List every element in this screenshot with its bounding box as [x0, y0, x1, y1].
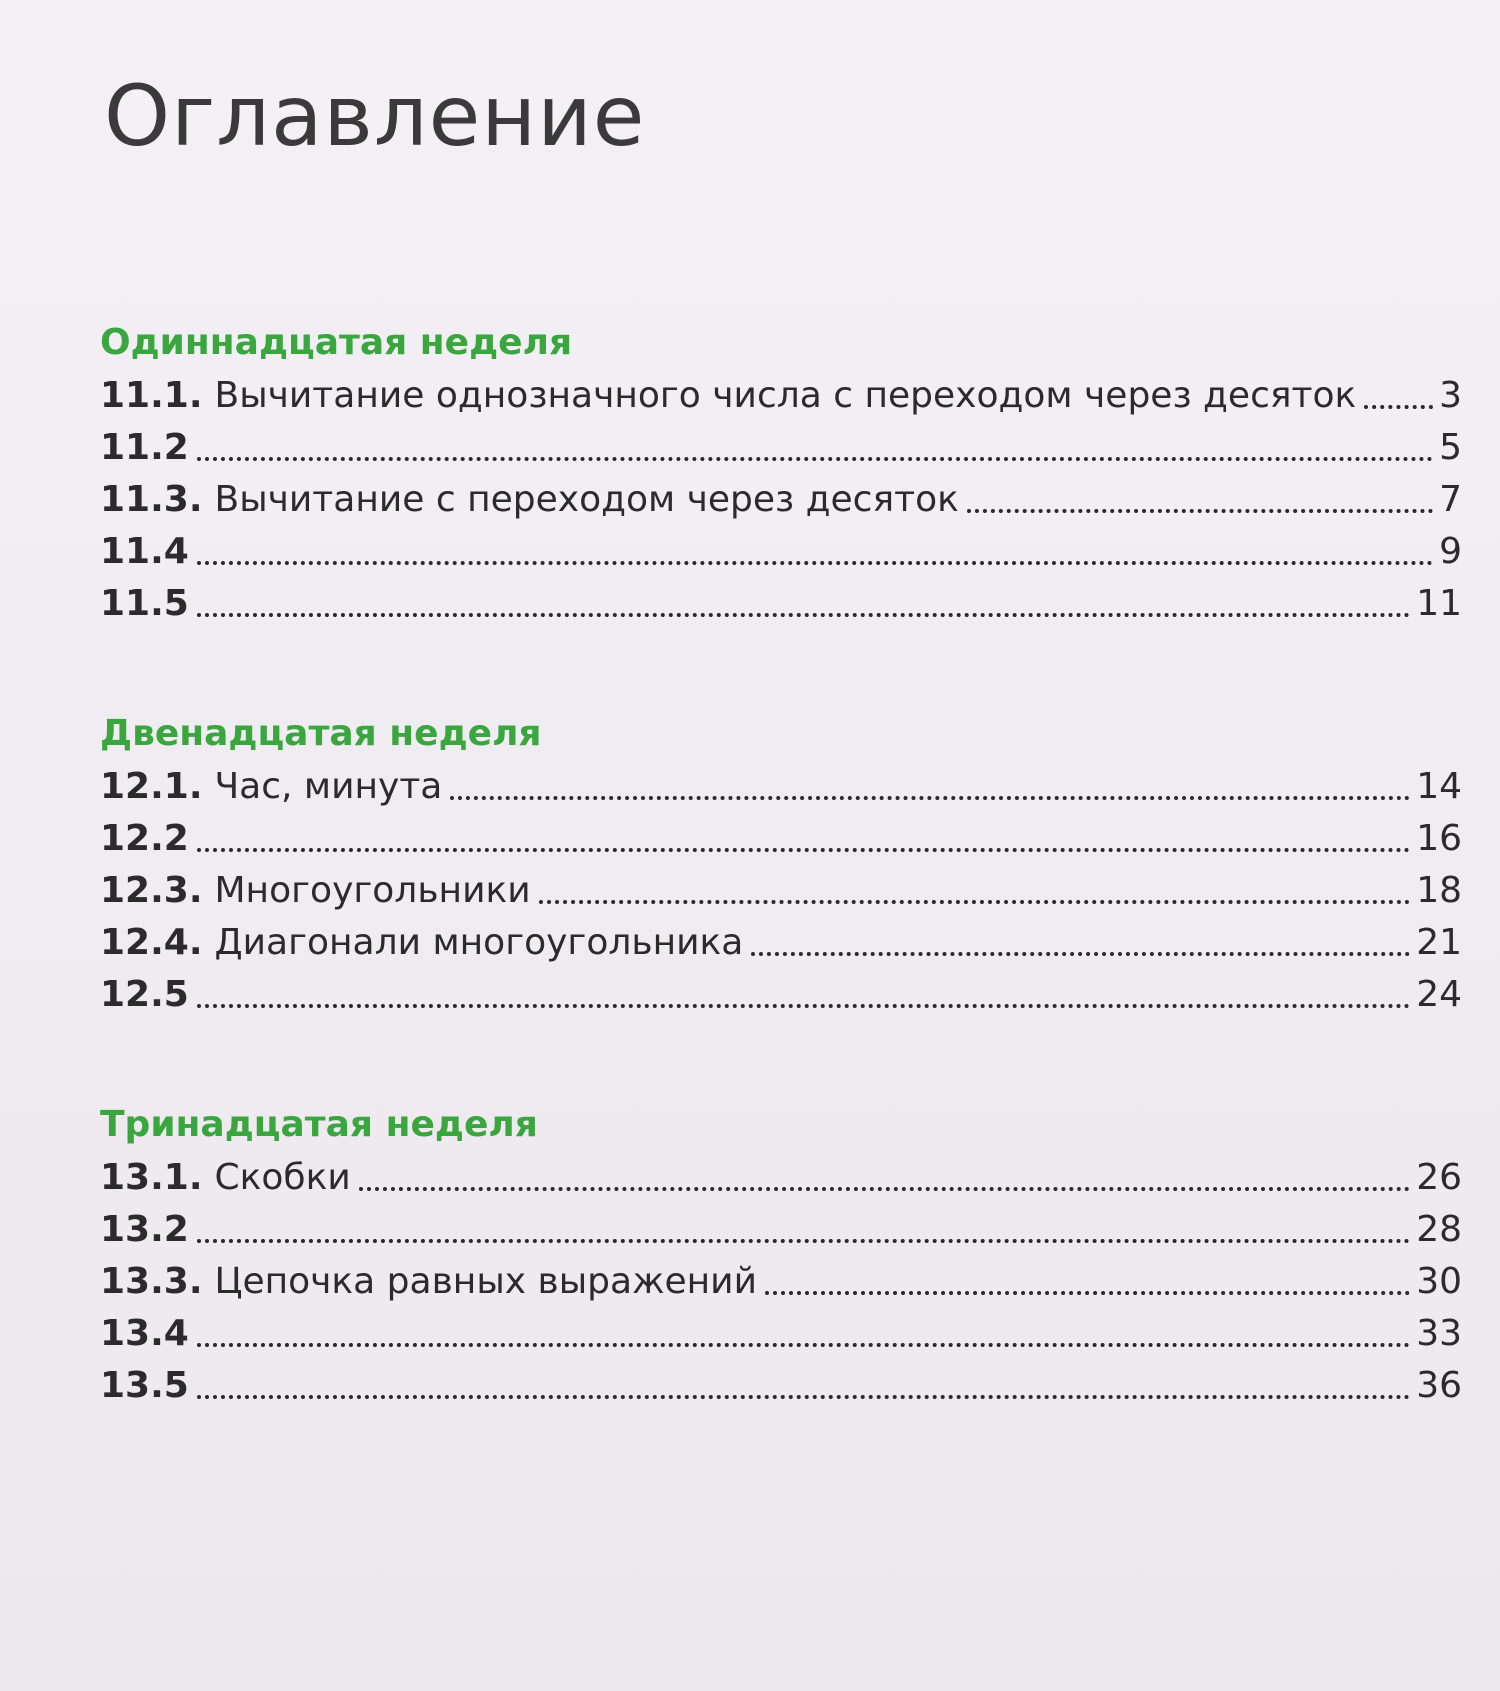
dot-leader [359, 1187, 1410, 1191]
toc-entry[interactable] [100, 809, 1462, 861]
entry-page-number: 33 [1416, 1313, 1462, 1354]
toc-entry[interactable] [100, 522, 1462, 574]
toc-entry[interactable] [100, 757, 1462, 809]
dot-leader [765, 1291, 1410, 1295]
entry-number: 13.2 [100, 1209, 189, 1250]
toc-entry[interactable] [100, 913, 1462, 965]
entry-page-number: 30 [1416, 1261, 1462, 1302]
entry-number: 12.3. [100, 870, 203, 911]
entry-number: 13.1. [100, 1157, 203, 1198]
entry-number: 11.3. [100, 479, 203, 520]
entry-title: Диагонали многоугольника [214, 922, 744, 963]
toc-section-week-11 [100, 320, 1462, 626]
dot-leader [197, 613, 1410, 617]
entry-title: Вычитание с переходом через десяток [214, 479, 959, 520]
dot-leader [539, 900, 1411, 904]
toc-entry[interactable] [100, 1148, 1462, 1200]
entry-page-number: 3 [1439, 375, 1462, 416]
toc-section-week-13 [100, 1102, 1462, 1408]
entry-number: 11.5 [100, 583, 189, 624]
entry-page-number: 36 [1416, 1365, 1462, 1406]
entry-title: Скобки [214, 1157, 351, 1198]
entry-title: Многоугольники [214, 870, 531, 911]
entry-number: 11.2 [100, 427, 189, 468]
toc-entry[interactable] [100, 1356, 1462, 1408]
entry-page-number: 16 [1416, 818, 1462, 859]
toc-entry[interactable] [100, 418, 1462, 470]
entry-number: 13.3. [100, 1261, 203, 1302]
entry-number: 11.4 [100, 531, 189, 572]
entry-number: 12.2 [100, 818, 189, 859]
entry-title: Вычитание однозначного числа с переходом через десяток [214, 375, 1357, 416]
toc-entry[interactable] [100, 1252, 1462, 1304]
toc-section-week-12 [100, 711, 1462, 1017]
dot-leader [967, 509, 1433, 513]
entry-page-number: 21 [1416, 922, 1462, 963]
entry-page-number: 9 [1439, 531, 1462, 572]
section-heading: Двенадцатая неделя [100, 713, 542, 754]
section-heading: Одиннадцатая неделя [100, 322, 573, 363]
entry-page-number: 5 [1439, 427, 1462, 468]
dot-leader [1364, 405, 1433, 409]
entry-number: 12.4. [100, 922, 203, 963]
entry-number: 13.4 [100, 1313, 189, 1354]
toc-entry[interactable] [100, 574, 1462, 626]
dot-leader [197, 1004, 1410, 1008]
dot-leader [197, 848, 1410, 852]
entry-page-number: 24 [1416, 974, 1462, 1015]
toc-entry[interactable] [100, 1304, 1462, 1356]
section-heading: Тринадцатая неделя [100, 1104, 538, 1145]
dot-leader [197, 561, 1433, 565]
entry-page-number: 7 [1439, 479, 1462, 520]
entry-page-number: 28 [1416, 1209, 1462, 1250]
toc-entry[interactable] [100, 1200, 1462, 1252]
entry-page-number: 18 [1416, 870, 1462, 911]
dot-leader [751, 952, 1410, 956]
entry-title: Цепочка равных выражений [214, 1261, 757, 1302]
dot-leader [450, 796, 1410, 800]
toc-entry[interactable] [100, 965, 1462, 1017]
entry-number: 12.1. [100, 766, 203, 807]
page-title: Оглавление [104, 67, 646, 165]
entry-number: 12.5 [100, 974, 189, 1015]
entry-number: 11.1. [100, 375, 203, 416]
dot-leader [197, 457, 1433, 461]
dot-leader [197, 1239, 1410, 1243]
dot-leader [197, 1343, 1410, 1347]
toc-entry[interactable] [100, 366, 1462, 418]
entry-title: Час, минута [214, 766, 443, 807]
toc-entry[interactable] [100, 470, 1462, 522]
entry-page-number: 14 [1416, 766, 1462, 807]
entry-page-number: 26 [1416, 1157, 1462, 1198]
toc-entry[interactable] [100, 861, 1462, 913]
dot-leader [197, 1395, 1410, 1399]
entry-page-number: 11 [1416, 583, 1462, 624]
entry-number: 13.5 [100, 1365, 189, 1406]
